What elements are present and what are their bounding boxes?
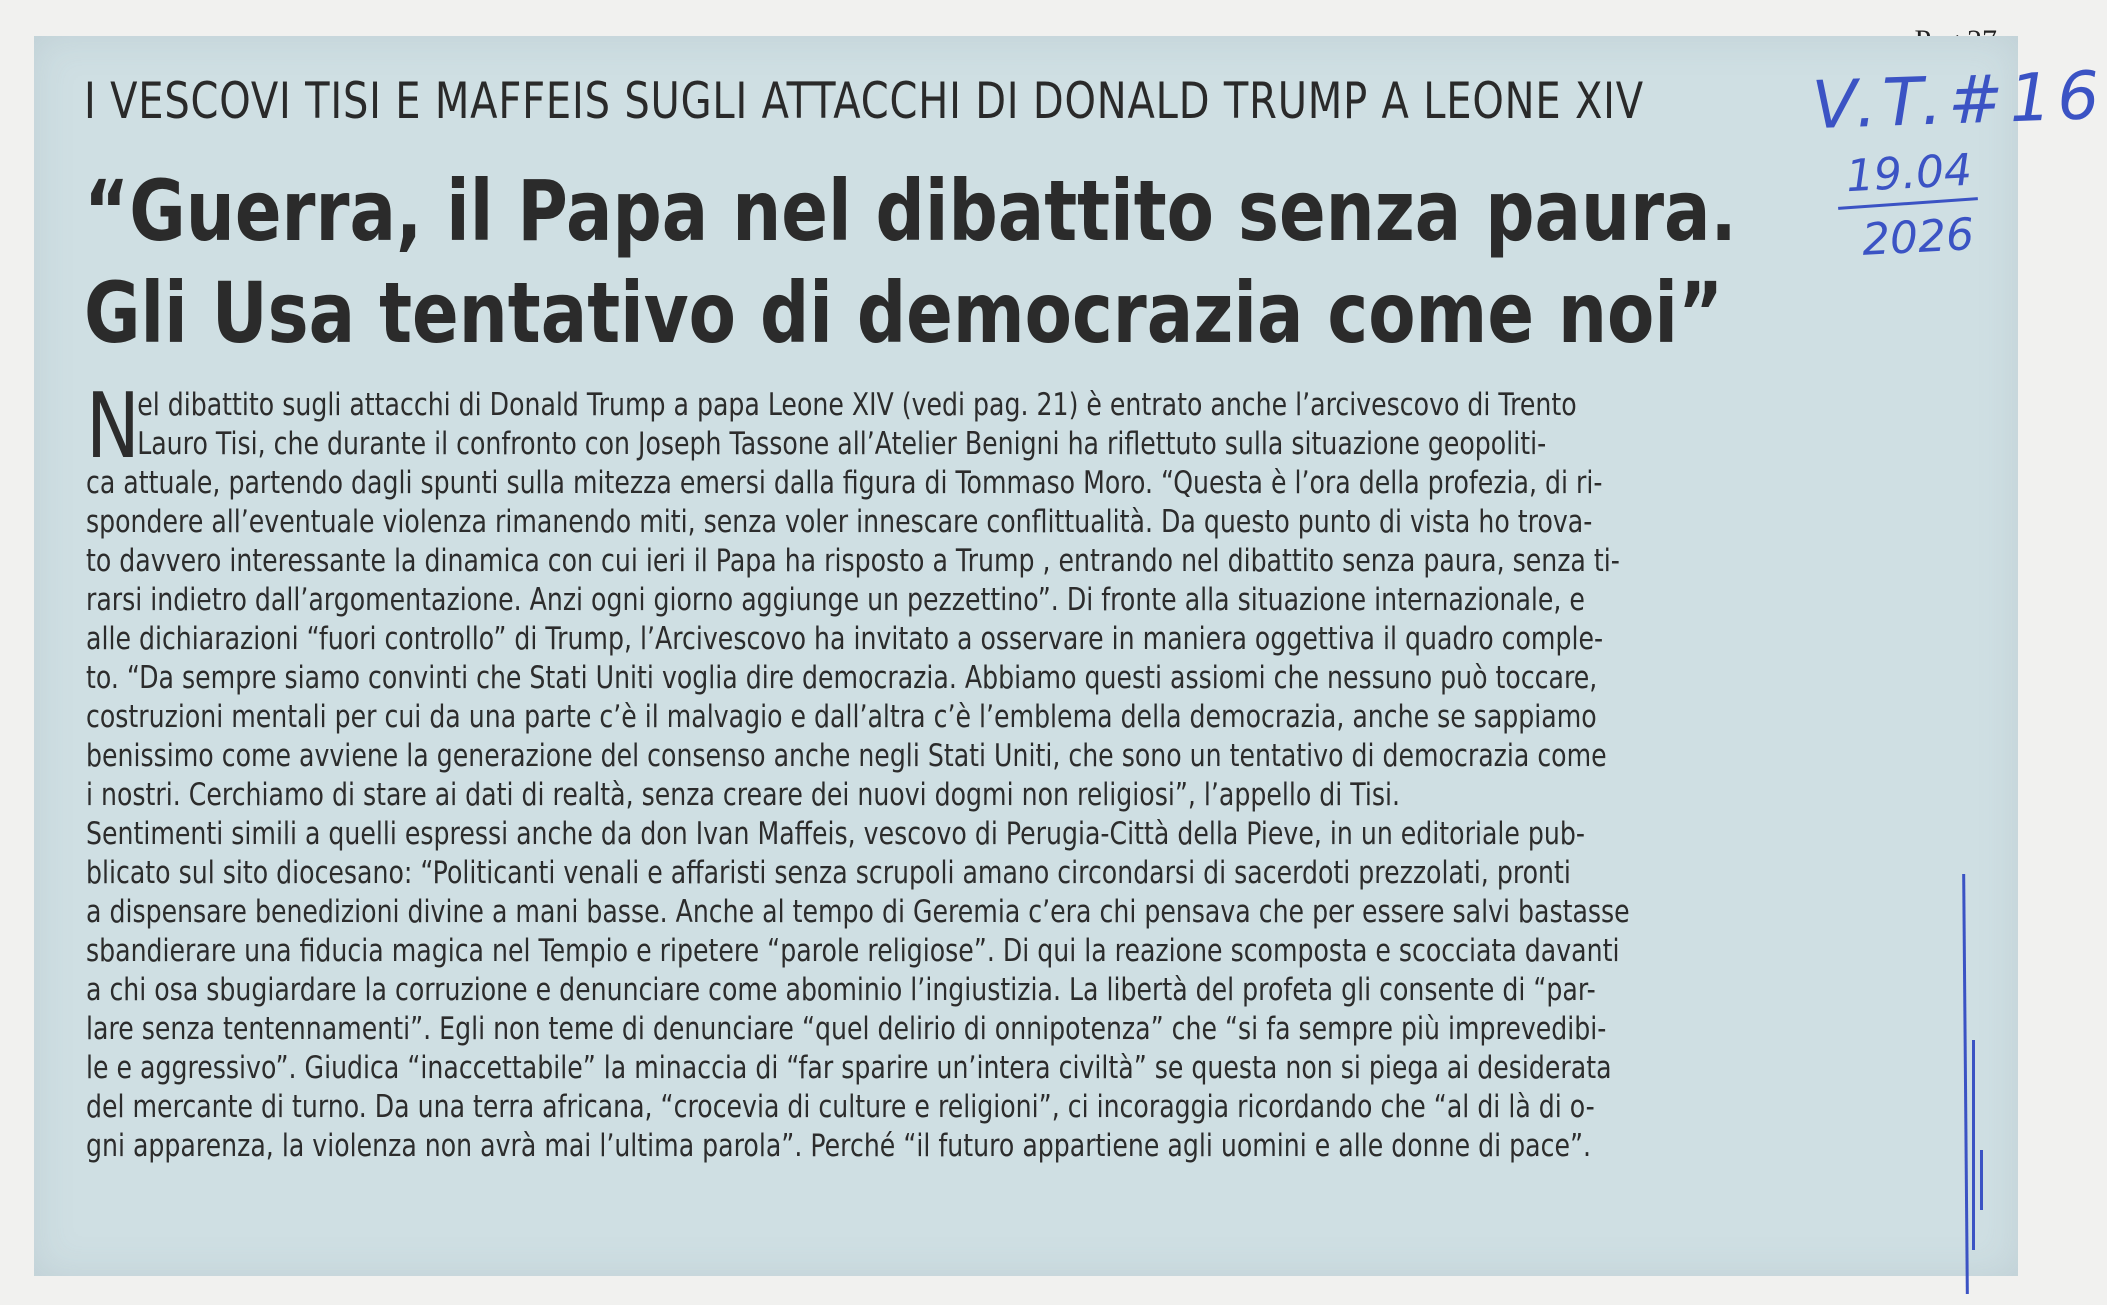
article-line: to. “Da sempre siamo convinti che Stati Uniti voglia dire democrazia. Abbiamo questi assiomi che nessuno può toccare,: [86, 660, 1598, 696]
article-line: a dispensare benedizioni divine a mani basse. Anche al tempo di Geremia c’era chi pensava che per essere salvi bastasse: [86, 894, 1630, 930]
drop-cap: N: [86, 374, 140, 479]
handwritten-doc-reference: V.T.#16: [1810, 56, 2107, 145]
headline-line-2: Gli Usa tentativo di democrazia come noi”: [84, 264, 1724, 362]
article-line: alle dichiarazioni “fuori controllo” di Trump, l’Arcivescovo ha invitato a osservare in maniera oggettiva il quadro comple-: [86, 621, 1604, 657]
article-line: costruzioni mentali per cui da una parte c’è il malvagio e dall’altra c’è l’emblema della democrazia, anche se sappiamo: [86, 699, 1597, 735]
article-line: Sentimenti simili a quelli espressi anche da don Ivan Maffeis, vescovo di Perugia-Città della Pieve, in un editoriale pub-: [86, 816, 1585, 852]
article-line: rarsi indietro dall’argomentazione. Anzi ogni giorno aggiunge un pezzettino”. Di fronte alla situazione internazionale, e: [86, 582, 1585, 618]
article-body: [86, 374, 2006, 1166]
article-line: el dibattito sugli attacchi di Donald Trump a papa Leone XIV (vedi pag. 21) è entrato anche l’arcivescovo di Trento: [137, 387, 1577, 423]
handwritten-date-day-month: 19.04: [1844, 144, 1974, 203]
article-line: del mercante di turno. Da una terra africana, “crocevia di culture e religioni”, ci incoraggia ricordando che “al di là di o-: [86, 1089, 1595, 1125]
article-headline: [84, 160, 1737, 364]
article-line: sbandierare una fiducia magica nel Tempio e ripetere “parole religiose”. Di qui la reazione scomposta e scocciata davanti: [86, 933, 1620, 969]
article-line: Lauro Tisi, che durante il confronto con Joseph Tassone all’Atelier Benigni ha riflettuto sulla situazione geopoliti-: [137, 426, 1547, 462]
article-line: i nostri. Cerchiamo di stare ai dati di realtà, senza creare dei nuovi dogmi non religiosi”, l’appello di Tisi.: [86, 777, 1401, 813]
article-line: a chi osa sbugiardare la corruzione e denunciare come abominio l’ingiustizia. La libertà del profeta gli consente di “par-: [86, 972, 1596, 1008]
article-line: blicato sul sito diocesano: “Politicanti venali e affaristi senza scrupoli amano circondarsi di sacerdoti prezzolati, pronti: [86, 855, 1571, 891]
article-line: benissimo come avviene la generazione del consenso anche negli Stati Uniti, che sono un tentativo di democrazia come: [86, 738, 1607, 774]
handwritten-date-year: 2026: [1860, 209, 1976, 266]
article-line: to davvero interessante la dinamica con cui ieri il Papa ha risposto a Trump , entrando nel dibattito senza paura, senza ti-: [86, 543, 1620, 579]
article-line: gni apparenza, la violenza non avrà mai l’ultima parola”. Perché “il futuro appartiene agli uomini e alle donne di pace”.: [86, 1128, 1592, 1164]
article-line: le e aggressivo”. Giudica “inaccettabile” la minaccia di “far sparire un’intera civiltà” se questa non si piega ai desiderata: [86, 1050, 1612, 1086]
article-line: ca attuale, partendo dagli spunti sulla mitezza emersi dalla figura di Tommaso Moro. “Questa è l’ora della profezia, di ri-: [86, 465, 1603, 501]
article-kicker: I VESCOVI TISI E MAFFEIS SUGLI ATTACCHI DI DONALD TRUMP A LEONE XIV: [84, 72, 1644, 130]
article-line: spondere all’eventuale violenza rimanendo miti, senza voler innescare conflittualità. Da questo punto di vista ho trova-: [86, 504, 1593, 540]
headline-line-1: “Guerra, il Papa nel dibattito senza paura.: [84, 162, 1737, 260]
article-line: lare senza tentennamenti”. Egli non teme di denunciare “quel delirio di onnipotenza” che “si fa sempre più imprevedibi-: [86, 1011, 1607, 1047]
